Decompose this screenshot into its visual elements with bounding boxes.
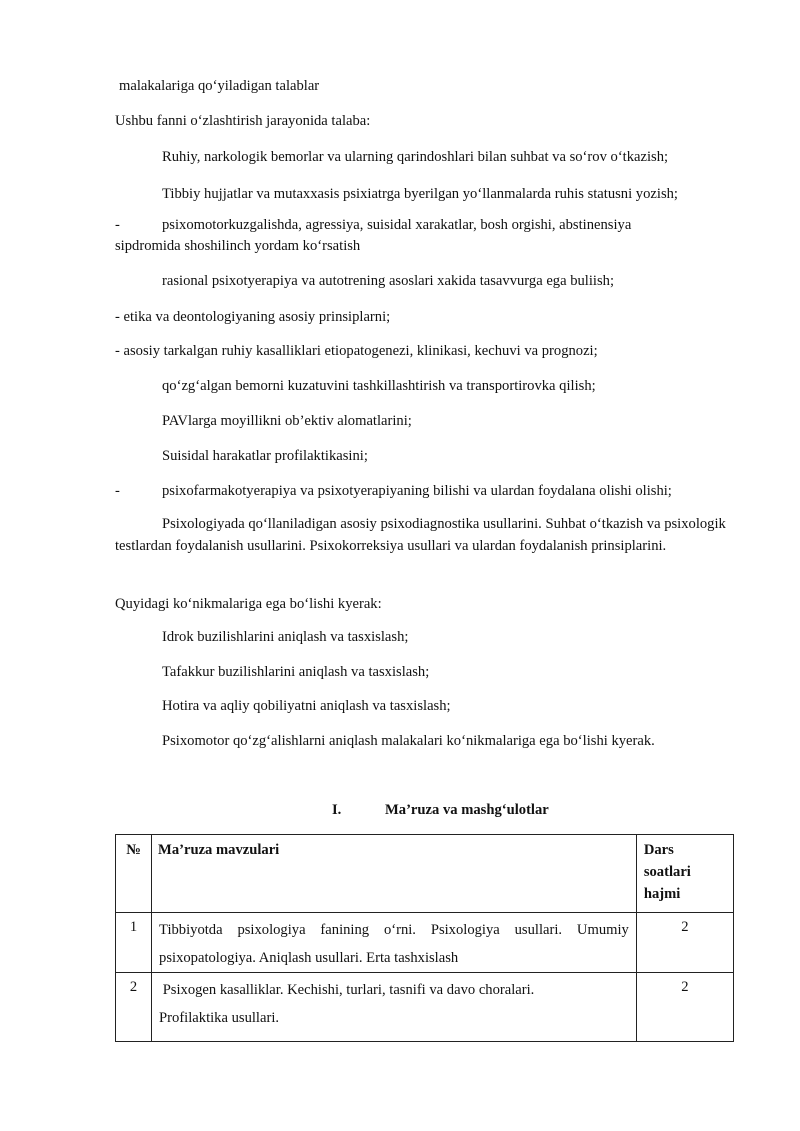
requirement-item-continuation: sipdromida shoshilinch yordam ko‘rsatish [115, 238, 361, 254]
table-header-row [116, 835, 734, 913]
row-topic: Tibbiyotda psixologiya fanining o‘rni. Psixologiya usullari. Umumiy psixopatologiya. Aniqlash usullari. Erta tashxislash [152, 913, 637, 973]
row-number: 1 [116, 913, 152, 973]
column-header-topic: Ma’ruza mavzulari [152, 835, 637, 913]
row-topic [152, 973, 637, 1042]
dash-marker: - [115, 217, 120, 233]
requirement-item: PAVlarga moyillikni ob’ektiv alomatlarini; [162, 413, 412, 429]
requirement-item: - etika va deontologiyaning asosiy prinsiplarni; [115, 309, 391, 325]
row-number: 2 [116, 973, 152, 1042]
requirement-item: psixofarmakotyerapiya va psixotyerapiyaning bilishi va ulardan foydalana olishi olishi; [162, 483, 672, 499]
column-header-hours-line: Dars [643, 842, 674, 858]
requirement-item: rasional psixotyerapiya va autotrening asoslari xakida tasavvurga ega buliish; [162, 273, 615, 289]
skill-item: Idrok buzilishlarini aniqlash va tasxislash; [162, 629, 409, 645]
dash-marker: - [115, 483, 120, 499]
table-row [116, 973, 734, 1042]
row-hours: 2 [636, 913, 733, 973]
requirement-item: Ruhiy, narkologik bemorlar va ularning qarindoshlari bilan suhbat va so‘rov o‘tkazish; [162, 149, 669, 165]
intro-lead: Ushbu fanni o‘zlashtirish jarayonida talaba: [115, 113, 371, 129]
requirement-item: psixomotorkuzgalishda, agressiya, suisidal xarakatlar, bosh orgishi, abstinensiya [162, 217, 632, 233]
requirement-item: - asosiy tarkalgan ruhiy kasalliklari etiopatogenezi, klinikasi, kechuvi va prognozi; [115, 343, 598, 359]
intro-line: malakalariga qo‘yiladigan talablar [119, 78, 320, 94]
column-header-hours [636, 835, 733, 913]
psychodiagnostics-paragraph: Psixologiyada qo‘llaniladigan asosiy psixodiagnostika usullarini. Suhbat o‘tkazish va psixologik testlardan foydalanish usullarini. Psixokorreksiya usullari va ulardan foydalanish prinsiplarini. [115, 516, 726, 554]
row-topic-line: Profilaktika usullari. [159, 1010, 280, 1026]
skill-item: Psixomotor qo‘zg‘alishlarni aniqlash malakalari ko‘nikmalariga ega bo‘lishi kyerak. [162, 733, 655, 749]
column-header-hours-line: soatlari [643, 864, 691, 880]
column-header-number: № [116, 835, 152, 913]
requirement-item: Tibbiy hujjatlar va mutaxxasis psixiatrga byerilgan yo‘llanmalarda ruhis statusni yozish; [162, 186, 678, 202]
requirement-item: Suisidal harakatlar profilaktikasini; [162, 448, 368, 464]
row-topic-line: Psixogen kasalliklar. Kechishi, turlari, tasnifi va davo choralari. [159, 982, 535, 998]
section-title: Ma’ruza va mashg‘ulotlar [385, 802, 549, 818]
column-header-hours-line: hajmi [643, 886, 681, 902]
skill-item: Hotira va aqliy qobiliyatni aniqlash va tasxislash; [162, 698, 451, 714]
skill-item: Tafakkur buzilishlarini aniqlash va tasxislash; [162, 664, 430, 680]
requirement-item: qo‘zg‘algan bemorni kuzatuvini tashkillashtirish va transportirovka qilish; [162, 378, 596, 394]
row-hours: 2 [636, 973, 733, 1042]
table-row [116, 913, 734, 973]
lecture-table [115, 834, 734, 1042]
skills-intro: Quyidagi ko‘nikmalariga ega bo‘lishi kyerak: [115, 596, 382, 612]
section-number: I. [332, 802, 342, 818]
